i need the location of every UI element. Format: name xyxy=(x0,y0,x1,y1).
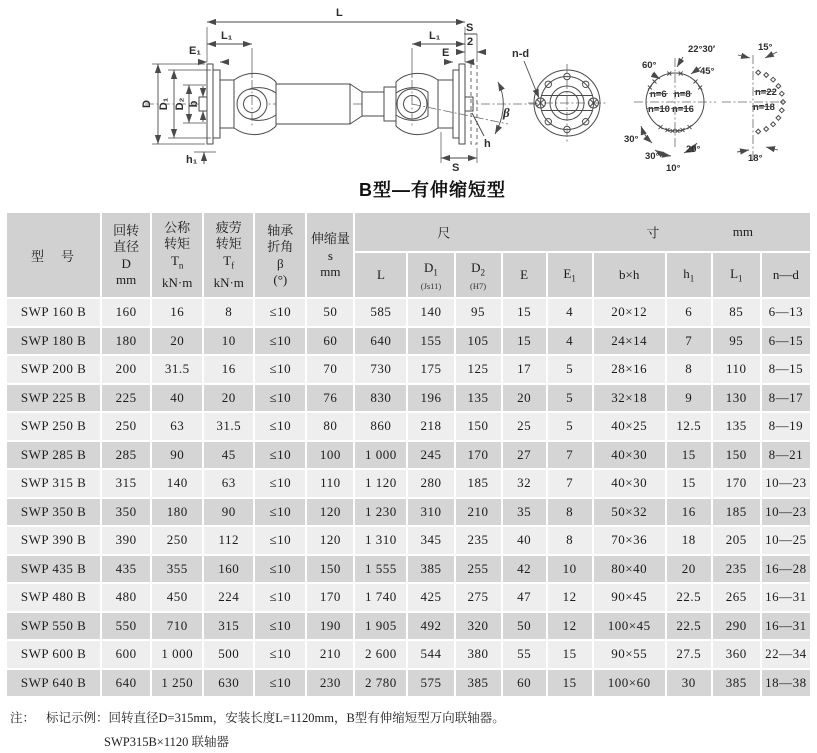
value-cell: ≤10 xyxy=(255,385,305,412)
value-cell: 8—19 xyxy=(762,413,810,440)
dim-label-h: h xyxy=(484,138,491,150)
col-header-model: 型 号 xyxy=(7,213,100,297)
value-cell: 100 xyxy=(307,442,353,469)
angle-30-a: 30° xyxy=(624,134,639,145)
value-cell: 22—34 xyxy=(762,641,810,668)
value-cell: 100×60 xyxy=(594,670,665,697)
value-cell: 8—17 xyxy=(762,385,810,412)
value-cell: 640 xyxy=(102,670,150,697)
value-cell: 110 xyxy=(713,356,760,383)
value-cell: 205 xyxy=(713,527,760,554)
value-cell: 200 xyxy=(102,356,150,383)
table-note xyxy=(10,708,810,750)
value-cell: ≤10 xyxy=(255,499,305,526)
col-header-diameter: 回转 直径 D mm xyxy=(102,213,150,297)
dim-label-L: L xyxy=(336,7,343,19)
value-cell: 860 xyxy=(355,413,406,440)
value-cell: 435 xyxy=(102,556,150,583)
value-cell: 170 xyxy=(307,584,353,611)
value-cell: 2 780 xyxy=(355,670,406,697)
value-cell: 18—38 xyxy=(762,670,810,697)
model-cell: SWP 250 B xyxy=(7,413,100,440)
value-cell: 16—31 xyxy=(762,613,810,640)
value-cell: 12 xyxy=(548,584,592,611)
value-cell: 15 xyxy=(548,670,592,697)
value-cell: 10 xyxy=(204,328,253,355)
value-cell: 492 xyxy=(408,613,453,640)
value-cell: 6—15 xyxy=(762,328,810,355)
col-header-L: L xyxy=(355,253,406,297)
value-cell: 18 xyxy=(667,527,711,554)
value-cell: 50×32 xyxy=(594,499,665,526)
note-example: SWP315B×1120 联轴器 xyxy=(104,735,230,749)
dim-label-S: S xyxy=(452,162,460,174)
value-cell: 8—15 xyxy=(762,356,810,383)
value-cell: 125 xyxy=(456,356,501,383)
col-header-D1: $D_1$ (Js11) xyxy=(408,253,453,297)
value-cell: 12.5 xyxy=(667,413,711,440)
model-cell: SWP 225 B xyxy=(7,385,100,412)
value-cell: 27 xyxy=(503,442,546,469)
value-cell: 17 xyxy=(503,356,546,383)
value-cell: 70×36 xyxy=(594,527,665,554)
value-cell: 27.5 xyxy=(667,641,711,668)
value-cell: 544 xyxy=(408,641,453,668)
value-cell: 22.5 xyxy=(667,613,711,640)
value-cell: 60 xyxy=(503,670,546,697)
model-cell: SWP 480 B xyxy=(7,584,100,611)
value-cell: 450 xyxy=(152,584,202,611)
value-cell: 285 xyxy=(102,442,150,469)
value-cell: 600 xyxy=(102,641,150,668)
value-cell: 28×16 xyxy=(594,356,665,383)
value-cell: 31.5 xyxy=(204,413,253,440)
value-cell: 10 xyxy=(548,556,592,583)
dim-label-b: b xyxy=(188,100,200,108)
model-cell: SWP 640 B xyxy=(7,670,100,697)
value-cell: 150 xyxy=(713,442,760,469)
angle-45: 45° xyxy=(700,66,715,77)
value-cell: 170 xyxy=(713,470,760,497)
value-cell: ≤10 xyxy=(255,556,305,583)
model-cell: SWP 285 B xyxy=(7,442,100,469)
value-cell: 140 xyxy=(152,470,202,497)
value-cell: 10—23 xyxy=(762,470,810,497)
dim-label-beta: β xyxy=(503,105,510,120)
value-cell: 100×45 xyxy=(594,613,665,640)
value-cell: 8 xyxy=(667,356,711,383)
value-cell: 63 xyxy=(152,413,202,440)
bolt-count-diagram xyxy=(624,44,716,174)
value-cell: 90×55 xyxy=(594,641,665,668)
label-n8: n=8 xyxy=(674,89,691,100)
value-cell: 6 xyxy=(667,299,711,326)
label-n22: n=22 xyxy=(755,87,777,98)
value-cell: 50 xyxy=(503,613,546,640)
value-cell: 47 xyxy=(503,584,546,611)
value-cell: 150 xyxy=(307,556,353,583)
model-cell: SWP 600 B xyxy=(7,641,100,668)
value-cell: 500 xyxy=(204,641,253,668)
value-cell: 16—31 xyxy=(762,584,810,611)
value-cell: 630 xyxy=(204,670,253,697)
value-cell: 1 310 xyxy=(355,527,406,554)
col-header-fatigue-torque: 疲劳 转矩 $T_f$ kN·m xyxy=(204,213,253,297)
value-cell: 45 xyxy=(204,442,253,469)
value-cell: 90 xyxy=(152,442,202,469)
value-cell: 290 xyxy=(713,613,760,640)
dim-label-D1: D₁ xyxy=(158,97,170,111)
value-cell: 255 xyxy=(456,556,501,583)
value-cell: 135 xyxy=(456,385,501,412)
table-row xyxy=(7,328,810,355)
value-cell: 185 xyxy=(456,470,501,497)
value-cell: 5 xyxy=(548,385,592,412)
value-cell: 20 xyxy=(204,385,253,412)
value-cell: 32×18 xyxy=(594,385,665,412)
value-cell: 20 xyxy=(152,328,202,355)
dim-label-L1-left: L₁ xyxy=(221,30,233,42)
value-cell: 170 xyxy=(456,442,501,469)
table-row xyxy=(7,499,810,526)
value-cell: 40 xyxy=(503,527,546,554)
angle-18: 18° xyxy=(748,153,763,164)
value-cell: 15 xyxy=(667,442,711,469)
value-cell: 16 xyxy=(204,356,253,383)
value-cell: 4 xyxy=(548,299,592,326)
value-cell: 120 xyxy=(307,527,353,554)
value-cell: 235 xyxy=(713,556,760,583)
dim-label-D: D xyxy=(141,100,153,108)
dim-label-S-den: 2 xyxy=(467,36,474,48)
value-cell: 80 xyxy=(307,413,353,440)
dim-label-h1: h₁ xyxy=(186,154,198,166)
label-n16: n=16 xyxy=(672,104,694,115)
table-row xyxy=(7,356,810,383)
value-cell: 95 xyxy=(456,299,501,326)
value-cell: 230 xyxy=(307,670,353,697)
value-cell: 275 xyxy=(456,584,501,611)
dim-label-L1-right: L₁ xyxy=(429,30,441,42)
col-header-D2: $D_2$ (H7) xyxy=(456,253,501,297)
value-cell: 6—13 xyxy=(762,299,810,326)
value-cell: 155 xyxy=(408,328,453,355)
table-row xyxy=(7,470,810,497)
value-cell: 210 xyxy=(456,499,501,526)
value-cell: 1 555 xyxy=(355,556,406,583)
value-cell: 95 xyxy=(713,328,760,355)
value-cell: 40 xyxy=(152,385,202,412)
model-cell: SWP 315 B xyxy=(7,470,100,497)
value-cell: 390 xyxy=(102,527,150,554)
angle-60: 60° xyxy=(642,60,657,71)
value-cell: 24×14 xyxy=(594,328,665,355)
model-cell: SWP 390 B xyxy=(7,527,100,554)
value-cell: 90×45 xyxy=(594,584,665,611)
label-n10: n=10 xyxy=(648,104,670,115)
value-cell: 315 xyxy=(102,470,150,497)
value-cell: 160 xyxy=(204,556,253,583)
value-cell: 160 xyxy=(102,299,150,326)
angle-10: 10° xyxy=(666,163,681,174)
value-cell: 1 000 xyxy=(355,442,406,469)
value-cell: 190 xyxy=(307,613,353,640)
col-header-bearing-angle: 轴承 折角 β (°) xyxy=(255,213,305,297)
value-cell: 25 xyxy=(503,413,546,440)
col-header-h1: $h_1$ xyxy=(667,253,711,297)
value-cell: ≤10 xyxy=(255,613,305,640)
spec-table xyxy=(5,211,812,698)
table-row xyxy=(7,299,810,326)
table-row xyxy=(7,641,810,668)
col-header-L1: $L_1$ xyxy=(713,253,760,297)
dim-label-S-num: S xyxy=(466,22,474,34)
value-cell: 32 xyxy=(503,470,546,497)
note-text: 标记示例：回转直径D=315mm，安装长度L=1120mm，B型有伸缩短型万向联轴器。 xyxy=(46,711,505,725)
value-cell: 9 xyxy=(667,385,711,412)
value-cell: 7 xyxy=(548,470,592,497)
value-cell: 1 120 xyxy=(355,470,406,497)
dim-label-n-d: n-d xyxy=(512,48,530,60)
value-cell: 8—21 xyxy=(762,442,810,469)
value-cell: 1 000 xyxy=(152,641,202,668)
model-cell: SWP 435 B xyxy=(7,556,100,583)
col-header-E1: $E_1$ xyxy=(548,253,592,297)
value-cell: 10—23 xyxy=(762,499,810,526)
value-cell: 7 xyxy=(667,328,711,355)
value-cell: 112 xyxy=(204,527,253,554)
value-cell: 5 xyxy=(548,356,592,383)
value-cell: 224 xyxy=(204,584,253,611)
value-cell: ≤10 xyxy=(255,413,305,440)
value-cell: 16—28 xyxy=(762,556,810,583)
value-cell: 15 xyxy=(503,299,546,326)
value-cell: 120 xyxy=(307,499,353,526)
col-header-travel: 伸缩量 s mm xyxy=(307,213,353,297)
value-cell: 110 xyxy=(307,470,353,497)
value-cell: 30 xyxy=(667,670,711,697)
value-cell: 80×40 xyxy=(594,556,665,583)
value-cell: ≤10 xyxy=(255,527,305,554)
value-cell: ≤10 xyxy=(255,299,305,326)
model-cell: SWP 160 B xyxy=(7,299,100,326)
value-cell: 245 xyxy=(408,442,453,469)
note-label: 注： xyxy=(10,711,36,725)
table-row xyxy=(7,670,810,697)
value-cell: 180 xyxy=(152,499,202,526)
value-cell: 10—25 xyxy=(762,527,810,554)
value-cell: 425 xyxy=(408,584,453,611)
value-cell: 8 xyxy=(548,527,592,554)
value-cell: 185 xyxy=(713,499,760,526)
model-cell: SWP 350 B xyxy=(7,499,100,526)
value-cell: ≤10 xyxy=(255,641,305,668)
value-cell: ≤10 xyxy=(255,328,305,355)
value-cell: 15 xyxy=(548,641,592,668)
value-cell: 218 xyxy=(408,413,453,440)
label-n18: n=18 xyxy=(753,102,775,113)
value-cell: 90 xyxy=(204,499,253,526)
value-cell: 12 xyxy=(548,613,592,640)
value-cell: 40×25 xyxy=(594,413,665,440)
value-cell: 2 600 xyxy=(355,641,406,668)
table-row xyxy=(7,613,810,640)
value-cell: ≤10 xyxy=(255,584,305,611)
model-cell: SWP 180 B xyxy=(7,328,100,355)
value-cell: 1 230 xyxy=(355,499,406,526)
figure-title: B型—有伸缩短型 xyxy=(359,180,506,200)
value-cell: 40×30 xyxy=(594,470,665,497)
value-cell: 250 xyxy=(152,527,202,554)
table-row xyxy=(7,527,810,554)
col-header-nd: n—d xyxy=(762,253,810,297)
value-cell: 85 xyxy=(713,299,760,326)
value-cell: 250 xyxy=(102,413,150,440)
value-cell: 1 905 xyxy=(355,613,406,640)
value-cell: 60 xyxy=(307,328,353,355)
value-cell: ≤10 xyxy=(255,442,305,469)
dim-label-D2: D₂ xyxy=(174,97,186,111)
value-cell: 70 xyxy=(307,356,353,383)
value-cell: 575 xyxy=(408,670,453,697)
value-cell: 380 xyxy=(456,641,501,668)
value-cell: 640 xyxy=(355,328,406,355)
value-cell: 385 xyxy=(408,556,453,583)
value-cell: 7 xyxy=(548,442,592,469)
value-cell: 5 xyxy=(548,413,592,440)
col-header-E: E xyxy=(503,253,546,297)
value-cell: 1 740 xyxy=(355,584,406,611)
value-cell: 42 xyxy=(503,556,546,583)
value-cell: 315 xyxy=(204,613,253,640)
value-cell: 350 xyxy=(102,499,150,526)
value-cell: 8 xyxy=(204,299,253,326)
value-cell: 385 xyxy=(456,670,501,697)
value-cell: 550 xyxy=(102,613,150,640)
value-cell: 730 xyxy=(355,356,406,383)
value-cell: 345 xyxy=(408,527,453,554)
value-cell: 20 xyxy=(503,385,546,412)
value-cell: 235 xyxy=(456,527,501,554)
value-cell: 35 xyxy=(503,499,546,526)
value-cell: 15 xyxy=(667,470,711,497)
label-n6: n=6 xyxy=(650,89,667,100)
value-cell: 1 250 xyxy=(152,670,202,697)
value-cell: 175 xyxy=(408,356,453,383)
value-cell: 40×30 xyxy=(594,442,665,469)
value-cell: 265 xyxy=(713,584,760,611)
value-cell: 50 xyxy=(307,299,353,326)
value-cell: 63 xyxy=(204,470,253,497)
value-cell: 480 xyxy=(102,584,150,611)
col-header-bxh: b×h xyxy=(594,253,665,297)
value-cell: 320 xyxy=(456,613,501,640)
value-cell: 180 xyxy=(102,328,150,355)
value-cell: 710 xyxy=(152,613,202,640)
value-cell: ≤10 xyxy=(255,470,305,497)
value-cell: 16 xyxy=(152,299,202,326)
value-cell: 16 xyxy=(667,499,711,526)
spec-table-body xyxy=(7,299,810,696)
model-cell: SWP 550 B xyxy=(7,613,100,640)
value-cell: 31.5 xyxy=(152,356,202,383)
angle-20: 20° xyxy=(686,144,701,155)
value-cell: 22.5 xyxy=(667,584,711,611)
value-cell: 20 xyxy=(667,556,711,583)
value-cell: 280 xyxy=(408,470,453,497)
value-cell: 140 xyxy=(408,299,453,326)
table-row xyxy=(7,442,810,469)
value-cell: 20×12 xyxy=(594,299,665,326)
value-cell: 385 xyxy=(713,670,760,697)
dim-label-E: E xyxy=(442,47,450,59)
value-cell: 196 xyxy=(408,385,453,412)
value-cell: 135 xyxy=(713,413,760,440)
value-cell: 355 xyxy=(152,556,202,583)
value-cell: ≤10 xyxy=(255,356,305,383)
value-cell: 15 xyxy=(503,328,546,355)
alt-bolt-diagram xyxy=(722,42,785,164)
value-cell: 360 xyxy=(713,641,760,668)
value-cell: 150 xyxy=(456,413,501,440)
value-cell: 830 xyxy=(355,385,406,412)
model-cell: SWP 200 B xyxy=(7,356,100,383)
angle-30-b: 30° xyxy=(645,151,660,162)
value-cell: 4 xyxy=(548,328,592,355)
value-cell: 130 xyxy=(713,385,760,412)
dim-label-E1: E₁ xyxy=(189,45,201,57)
value-cell: 585 xyxy=(355,299,406,326)
value-cell: ≤10 xyxy=(255,670,305,697)
value-cell: 76 xyxy=(307,385,353,412)
flange-end-view xyxy=(512,48,606,142)
table-row xyxy=(7,385,810,412)
value-cell: 55 xyxy=(503,641,546,668)
value-cell: 225 xyxy=(102,385,150,412)
table-row xyxy=(7,556,810,583)
table-row xyxy=(7,584,810,611)
value-cell: 210 xyxy=(307,641,353,668)
angle-22-30: 22°30′ xyxy=(688,44,716,55)
col-header-nominal-torque: 公称 转矩 $T_n$ kN·m xyxy=(152,213,202,297)
table-row xyxy=(7,413,810,440)
value-cell: 310 xyxy=(408,499,453,526)
angle-15: 15° xyxy=(758,42,773,53)
value-cell: 105 xyxy=(456,328,501,355)
col-group-dimensions: 尺 寸 mm xyxy=(355,213,810,251)
value-cell: 8 xyxy=(548,499,592,526)
